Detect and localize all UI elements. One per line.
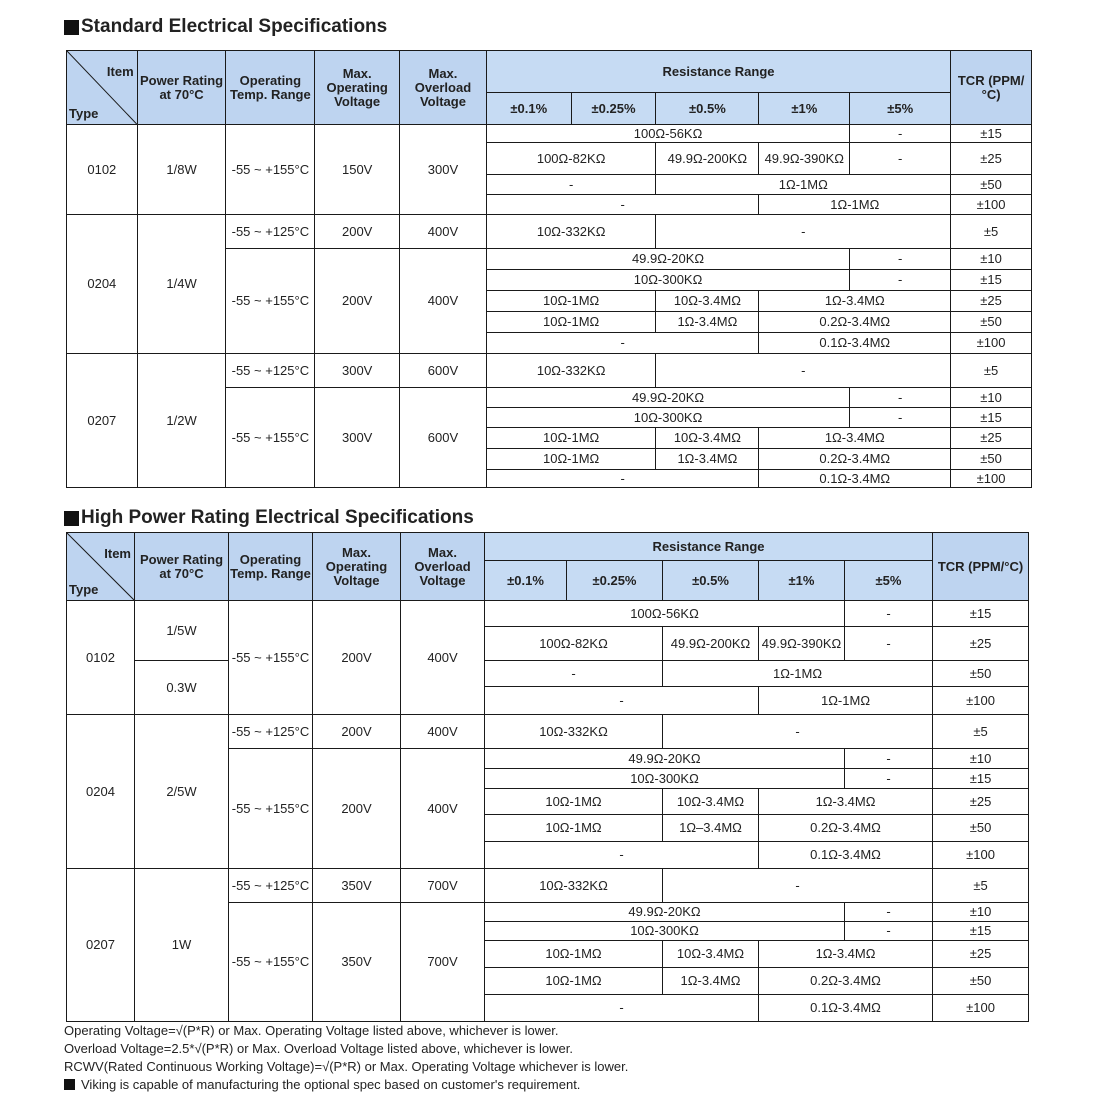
tcr-cell: ±15 (933, 601, 1029, 627)
range-cell: 10Ω-300KΩ (485, 922, 845, 941)
section-title-text: Standard Electrical Specifications (81, 16, 388, 37)
high-power-spec-table (66, 532, 1029, 1022)
range-cell: - (845, 769, 933, 789)
item-type-header (67, 51, 138, 125)
range-cell: - (656, 215, 951, 249)
tcr-header: TCR (PPM/°C) (951, 51, 1032, 125)
tcr-cell: ±25 (951, 143, 1032, 175)
range-cell: - (486, 175, 656, 195)
table-row (67, 601, 1029, 627)
maxop-cell: 200V (313, 715, 401, 749)
maxop-cell: 200V (315, 215, 400, 249)
maxov-cell: 400V (400, 215, 487, 249)
range-cell: 10Ω-1MΩ (486, 291, 656, 312)
maxop-cell: 350V (313, 869, 401, 903)
footnote-capability (64, 1076, 628, 1094)
range-cell: - (845, 903, 933, 922)
power-cell: 1/5W (135, 601, 229, 661)
range-cell: 10Ω-332KΩ (486, 215, 656, 249)
range-cell: - (850, 143, 951, 175)
range-cell: 0.1Ω-3.4MΩ (759, 842, 933, 869)
item-label: Item (106, 64, 134, 79)
range-cell: 49.9Ω-20KΩ (486, 249, 849, 270)
range-cell: 49.9Ω-390KΩ (759, 627, 845, 661)
range-cell: - (486, 195, 759, 215)
tolerance-header: ±0.5% (656, 93, 759, 125)
range-cell: - (485, 842, 759, 869)
footnote-text: Viking is capable of manufacturing the optional spec based on customer's requirement. (81, 1077, 581, 1092)
range-cell: 10Ω-3.4MΩ (663, 789, 759, 815)
temp-cell: -55 ~ +125°C (229, 715, 313, 749)
range-cell: 10Ω-1MΩ (485, 968, 663, 995)
item-type-header (67, 533, 135, 601)
section-title-standard (64, 16, 387, 38)
type-cell: 0204 (67, 215, 138, 354)
maxop-cell: 300V (315, 388, 400, 488)
power-cell: 1/4W (137, 215, 226, 354)
footnote: Operating Voltage=√(P*R) or Max. Operating Voltage listed above, whichever is lower. (64, 1023, 559, 1038)
maxov-cell: 700V (401, 869, 485, 903)
range-cell: 1Ω-3.4MΩ (759, 789, 933, 815)
temp-cell: -55 ~ +155°C (226, 125, 315, 215)
range-cell: - (485, 661, 663, 687)
tolerance-header: ±5% (845, 561, 933, 601)
range-cell: 10Ω-332KΩ (486, 354, 656, 388)
range-cell: - (485, 995, 759, 1022)
tcr-cell: ±50 (933, 661, 1029, 687)
range-cell: 10Ω-3.4MΩ (663, 941, 759, 968)
max-overload-voltage-header: Max. Overload Voltage (400, 51, 487, 125)
range-cell: 49.9Ω-200KΩ (663, 627, 759, 661)
range-cell: 0.1Ω-3.4MΩ (759, 470, 951, 488)
range-cell: 1Ω-3.4MΩ (759, 428, 951, 449)
tolerance-header: ±0.1% (485, 561, 567, 601)
tolerance-header: ±1% (759, 561, 845, 601)
range-cell: - (663, 715, 933, 749)
range-cell: 100Ω-82KΩ (485, 627, 663, 661)
range-cell: 0.2Ω-3.4MΩ (759, 449, 951, 470)
temp-cell: -55 ~ +155°C (229, 601, 313, 715)
range-cell: - (850, 125, 951, 143)
tcr-cell: ±10 (951, 388, 1032, 408)
item-label: Item (104, 546, 131, 561)
tcr-cell: ±50 (951, 312, 1032, 333)
range-cell: 10Ω-300KΩ (486, 408, 849, 428)
range-cell: 49.9Ω-390KΩ (759, 143, 850, 175)
tcr-cell: ±100 (951, 195, 1032, 215)
type-cell: 0102 (67, 601, 135, 715)
footnote: RCWV(Rated Continuous Working Voltage)=√(P*R) or Max. Operating Voltage whichever is lower. (64, 1059, 629, 1074)
tcr-cell: ±25 (933, 627, 1029, 661)
tcr-cell: ±15 (933, 922, 1029, 941)
temp-cell: -55 ~ +125°C (229, 869, 313, 903)
type-cell: 0204 (67, 715, 135, 869)
range-cell: 10Ω-300KΩ (486, 270, 849, 291)
range-cell: 100Ω-56KΩ (485, 601, 845, 627)
temp-cell: -55 ~ +155°C (229, 903, 313, 1022)
range-cell: 100Ω-56KΩ (486, 125, 849, 143)
tolerance-header: ±0.25% (571, 93, 656, 125)
resistance-range-header: Resistance Range (486, 51, 950, 93)
temp-cell: -55 ~ +125°C (226, 354, 315, 388)
operating-temp-header: Operating Temp. Range (226, 51, 315, 125)
range-cell: 1Ω-1MΩ (663, 661, 933, 687)
range-cell: 1Ω-3.4MΩ (759, 941, 933, 968)
range-cell: 100Ω-82KΩ (486, 143, 656, 175)
range-cell: 10Ω-332KΩ (485, 715, 663, 749)
range-cell: 0.1Ω-3.4MΩ (759, 333, 951, 354)
range-cell: - (845, 627, 933, 661)
temp-cell: -55 ~ +155°C (226, 249, 315, 354)
maxop-cell: 300V (315, 354, 400, 388)
tcr-cell: ±25 (933, 789, 1029, 815)
tcr-cell: ±50 (951, 175, 1032, 195)
maxop-cell: 200V (315, 249, 400, 354)
tcr-cell: ±15 (951, 125, 1032, 143)
footnotes (64, 1022, 628, 1094)
table-row (67, 715, 1029, 749)
range-cell: - (656, 354, 951, 388)
tcr-cell: ±100 (933, 842, 1029, 869)
table-row (67, 125, 1032, 143)
range-cell: 10Ω-1MΩ (486, 428, 656, 449)
range-cell: 10Ω-1MΩ (485, 789, 663, 815)
section-title-text: High Power Rating Electrical Specifications (81, 507, 474, 528)
range-cell: 10Ω-332KΩ (485, 869, 663, 903)
range-cell: - (845, 749, 933, 769)
maxov-cell: 400V (400, 249, 487, 354)
maxov-cell: 400V (401, 601, 485, 715)
range-cell: - (845, 601, 933, 627)
section-square-icon (64, 511, 79, 526)
tcr-cell: ±100 (933, 995, 1029, 1022)
table-row (67, 661, 1029, 687)
note-square-icon (64, 1079, 75, 1090)
range-cell: 1Ω-3.4MΩ (656, 449, 759, 470)
power-cell: 1W (135, 869, 229, 1022)
maxov-cell: 600V (400, 388, 487, 488)
range-cell: - (850, 249, 951, 270)
footnote: Overload Voltage=2.5*√(P*R) or Max. Overload Voltage listed above, whichever is lower. (64, 1041, 573, 1056)
tcr-cell: ±5 (951, 354, 1032, 388)
range-cell: - (663, 869, 933, 903)
range-cell: 10Ω-3.4MΩ (656, 428, 759, 449)
tcr-cell: ±25 (933, 941, 1029, 968)
range-cell: 49.9Ω-200KΩ (656, 143, 759, 175)
maxop-cell: 200V (313, 749, 401, 869)
maxop-cell: 150V (315, 125, 400, 215)
tolerance-header: ±0.5% (663, 561, 759, 601)
type-label: Type (69, 106, 99, 121)
tcr-cell: ±5 (951, 215, 1032, 249)
range-cell: - (486, 333, 759, 354)
range-cell: - (850, 270, 951, 291)
standard-spec-table (66, 50, 1032, 488)
power-cell: 0.3W (135, 661, 229, 715)
tcr-cell: ±10 (933, 749, 1029, 769)
tcr-cell: ±5 (933, 715, 1029, 749)
type-cell: 0102 (67, 125, 138, 215)
power-rating-header: Power Rating at 70°C (137, 51, 226, 125)
type-label: Type (69, 582, 99, 597)
max-operating-voltage-header: Max. Operating Voltage (315, 51, 400, 125)
tcr-cell: ±15 (951, 408, 1032, 428)
tolerance-header: ±0.25% (567, 561, 663, 601)
maxov-cell: 400V (401, 715, 485, 749)
tcr-cell: ±15 (933, 769, 1029, 789)
maxov-cell: 600V (400, 354, 487, 388)
range-cell: 10Ω-1MΩ (485, 815, 663, 842)
range-cell: - (850, 388, 951, 408)
table-row (67, 215, 1032, 249)
table-row (67, 869, 1029, 903)
max-overload-voltage-header: Max. Overload Voltage (401, 533, 485, 601)
tcr-cell: ±10 (933, 903, 1029, 922)
range-cell: - (486, 470, 759, 488)
range-cell: - (485, 687, 759, 715)
range-cell: 1Ω-3.4MΩ (656, 312, 759, 333)
maxop-cell: 200V (313, 601, 401, 715)
power-cell: 1/8W (137, 125, 226, 215)
range-cell: 0.2Ω-3.4MΩ (759, 968, 933, 995)
tcr-cell: ±10 (951, 249, 1032, 270)
tolerance-header: ±0.1% (486, 93, 571, 125)
range-cell: 49.9Ω-20KΩ (485, 903, 845, 922)
tcr-cell: ±25 (951, 291, 1032, 312)
table-row (67, 354, 1032, 388)
range-cell: 0.2Ω-3.4MΩ (759, 312, 951, 333)
range-cell: 49.9Ω-20KΩ (486, 388, 849, 408)
range-cell: 0.2Ω-3.4MΩ (759, 815, 933, 842)
maxov-cell: 400V (401, 749, 485, 869)
range-cell: 10Ω-300KΩ (485, 769, 845, 789)
temp-cell: -55 ~ +125°C (226, 215, 315, 249)
tcr-cell: ±5 (933, 869, 1029, 903)
temp-cell: -55 ~ +155°C (226, 388, 315, 488)
operating-temp-header: Operating Temp. Range (229, 533, 313, 601)
power-cell: 1/2W (137, 354, 226, 488)
tcr-cell: ±50 (951, 449, 1032, 470)
range-cell: 10Ω-1MΩ (485, 941, 663, 968)
tcr-cell: ±25 (951, 428, 1032, 449)
range-cell: 1Ω-3.4MΩ (759, 291, 951, 312)
range-cell: - (850, 408, 951, 428)
range-cell: 10Ω-3.4MΩ (656, 291, 759, 312)
max-operating-voltage-header: Max. Operating Voltage (313, 533, 401, 601)
range-cell: 1Ω-1MΩ (759, 687, 933, 715)
tcr-cell: ±50 (933, 815, 1029, 842)
range-cell: 1Ω-1MΩ (656, 175, 951, 195)
tcr-cell: ±50 (933, 968, 1029, 995)
range-cell: 1Ω-1MΩ (759, 195, 951, 215)
range-cell: 0.1Ω-3.4MΩ (759, 995, 933, 1022)
type-cell: 0207 (67, 869, 135, 1022)
section-square-icon (64, 20, 79, 35)
tcr-cell: ±100 (951, 470, 1032, 488)
range-cell: - (845, 922, 933, 941)
range-cell: 10Ω-1MΩ (486, 449, 656, 470)
range-cell: 1Ω–3.4MΩ (663, 815, 759, 842)
range-cell: 1Ω-3.4MΩ (663, 968, 759, 995)
resistance-range-header: Resistance Range (485, 533, 933, 561)
tcr-cell: ±15 (951, 270, 1032, 291)
tcr-cell: ±100 (951, 333, 1032, 354)
tcr-header: TCR (PPM/°C) (933, 533, 1029, 601)
section-title-high-power (64, 507, 474, 529)
power-cell: 2/5W (135, 715, 229, 869)
maxov-cell: 700V (401, 903, 485, 1022)
power-rating-header: Power Rating at 70°C (135, 533, 229, 601)
range-cell: 10Ω-1MΩ (486, 312, 656, 333)
maxop-cell: 350V (313, 903, 401, 1022)
tolerance-header: ±5% (850, 93, 951, 125)
temp-cell: -55 ~ +155°C (229, 749, 313, 869)
type-cell: 0207 (67, 354, 138, 488)
tcr-cell: ±100 (933, 687, 1029, 715)
tolerance-header: ±1% (759, 93, 850, 125)
range-cell: 49.9Ω-20KΩ (485, 749, 845, 769)
maxov-cell: 300V (400, 125, 487, 215)
